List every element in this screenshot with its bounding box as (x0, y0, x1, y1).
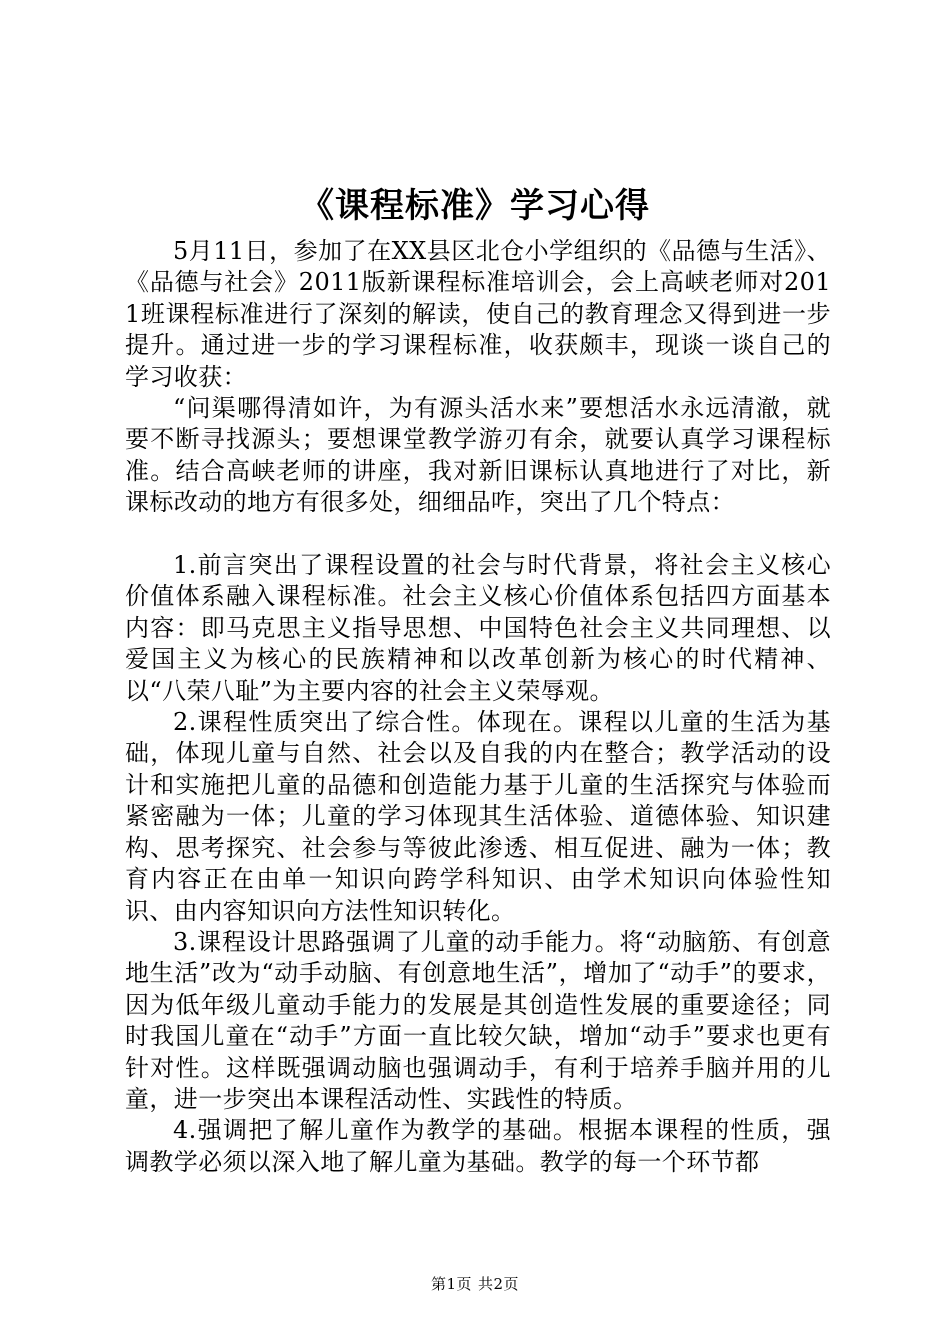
page-footer (0, 1274, 950, 1294)
paragraph-point-2: 2.课程性质突出了综合性。体现在。课程以儿童的生活为基础，体现儿童与自然、社会以及自我的内在整合；教学活动的设计和实施把儿童的品德和创造能力基于儿童的生活探究与体验而紧密融为一体；儿童的学习体现其生活体验、道德体验、知识建构、思考探究、社会参与等彼此渗透、相互促进、融为一体；教育内容正在由单一知识向跨学科知识、由学术知识向体验性知识、由内容知识向方法性知识转化。 (125, 708, 831, 925)
document-body (125, 236, 831, 1178)
paragraph-point-3: 3.课程设计思路强调了儿童的动手能力。将“动脑筋、有创意地生活”改为“动手动脑、有创意地生活”，增加了“动手”的要求，因为低年级儿童动手能力的发展是其创造性发展的重要途径；同时我国儿童在“动手”方面一直比较欠缺，增加“动手”要求也更有针对性。这样既强调动脑也强调动手，有利于培养手脑并用的儿童，进一步突出本课程活动性、实践性的特质。 (125, 927, 831, 1113)
paragraph-point-1: 1.前言突出了课程设置的社会与时代背景，将社会主义核心价值体系融入课程标准。社会主义核心价值体系包括四方面基本内容：即马克思主义指导思想、中国特色社会主义共同理想、以爱国主义为核心的民族精神和以改革创新为核心的时代精神、以“八荣八耻”为主要内容的社会主义荣辱观。 (125, 551, 831, 705)
document-title: 《课程标准》学习心得 (300, 186, 650, 226)
page-number-total: 共2页 (478, 1275, 520, 1293)
paragraph-point-4: 4.强调把了解儿童作为教学的基础。根据本课程的性质，强调教学必须以深入地了解儿童为基础。教学的每一个环节都 (125, 1116, 831, 1176)
paragraph-spacer (125, 519, 831, 550)
paragraph-intro: 5月11日，参加了在XX县区北仓小学组织的《品德与生活》、《品德与社会》2011版新课程标准培训会，会上高峡老师对2011班课程标准进行了深刻的解读，使自己的教育理念又得到进一步提升。通过进一步的学习课程标准，收获颇丰，现谈一谈自己的学习收获： (125, 237, 831, 391)
paragraph-quote: “问渠哪得清如许，为有源头活水来”要想活水永远清澈，就要不断寻找源头；要想课堂教学游刃有余，就要认真学习课程标准。结合高峡老师的讲座，我对新旧课标认真地进行了对比，新课标改动的地方有很多处，细细品咋，突出了几个特点： (125, 394, 831, 517)
page-number-current: 第1页 (430, 1275, 472, 1293)
